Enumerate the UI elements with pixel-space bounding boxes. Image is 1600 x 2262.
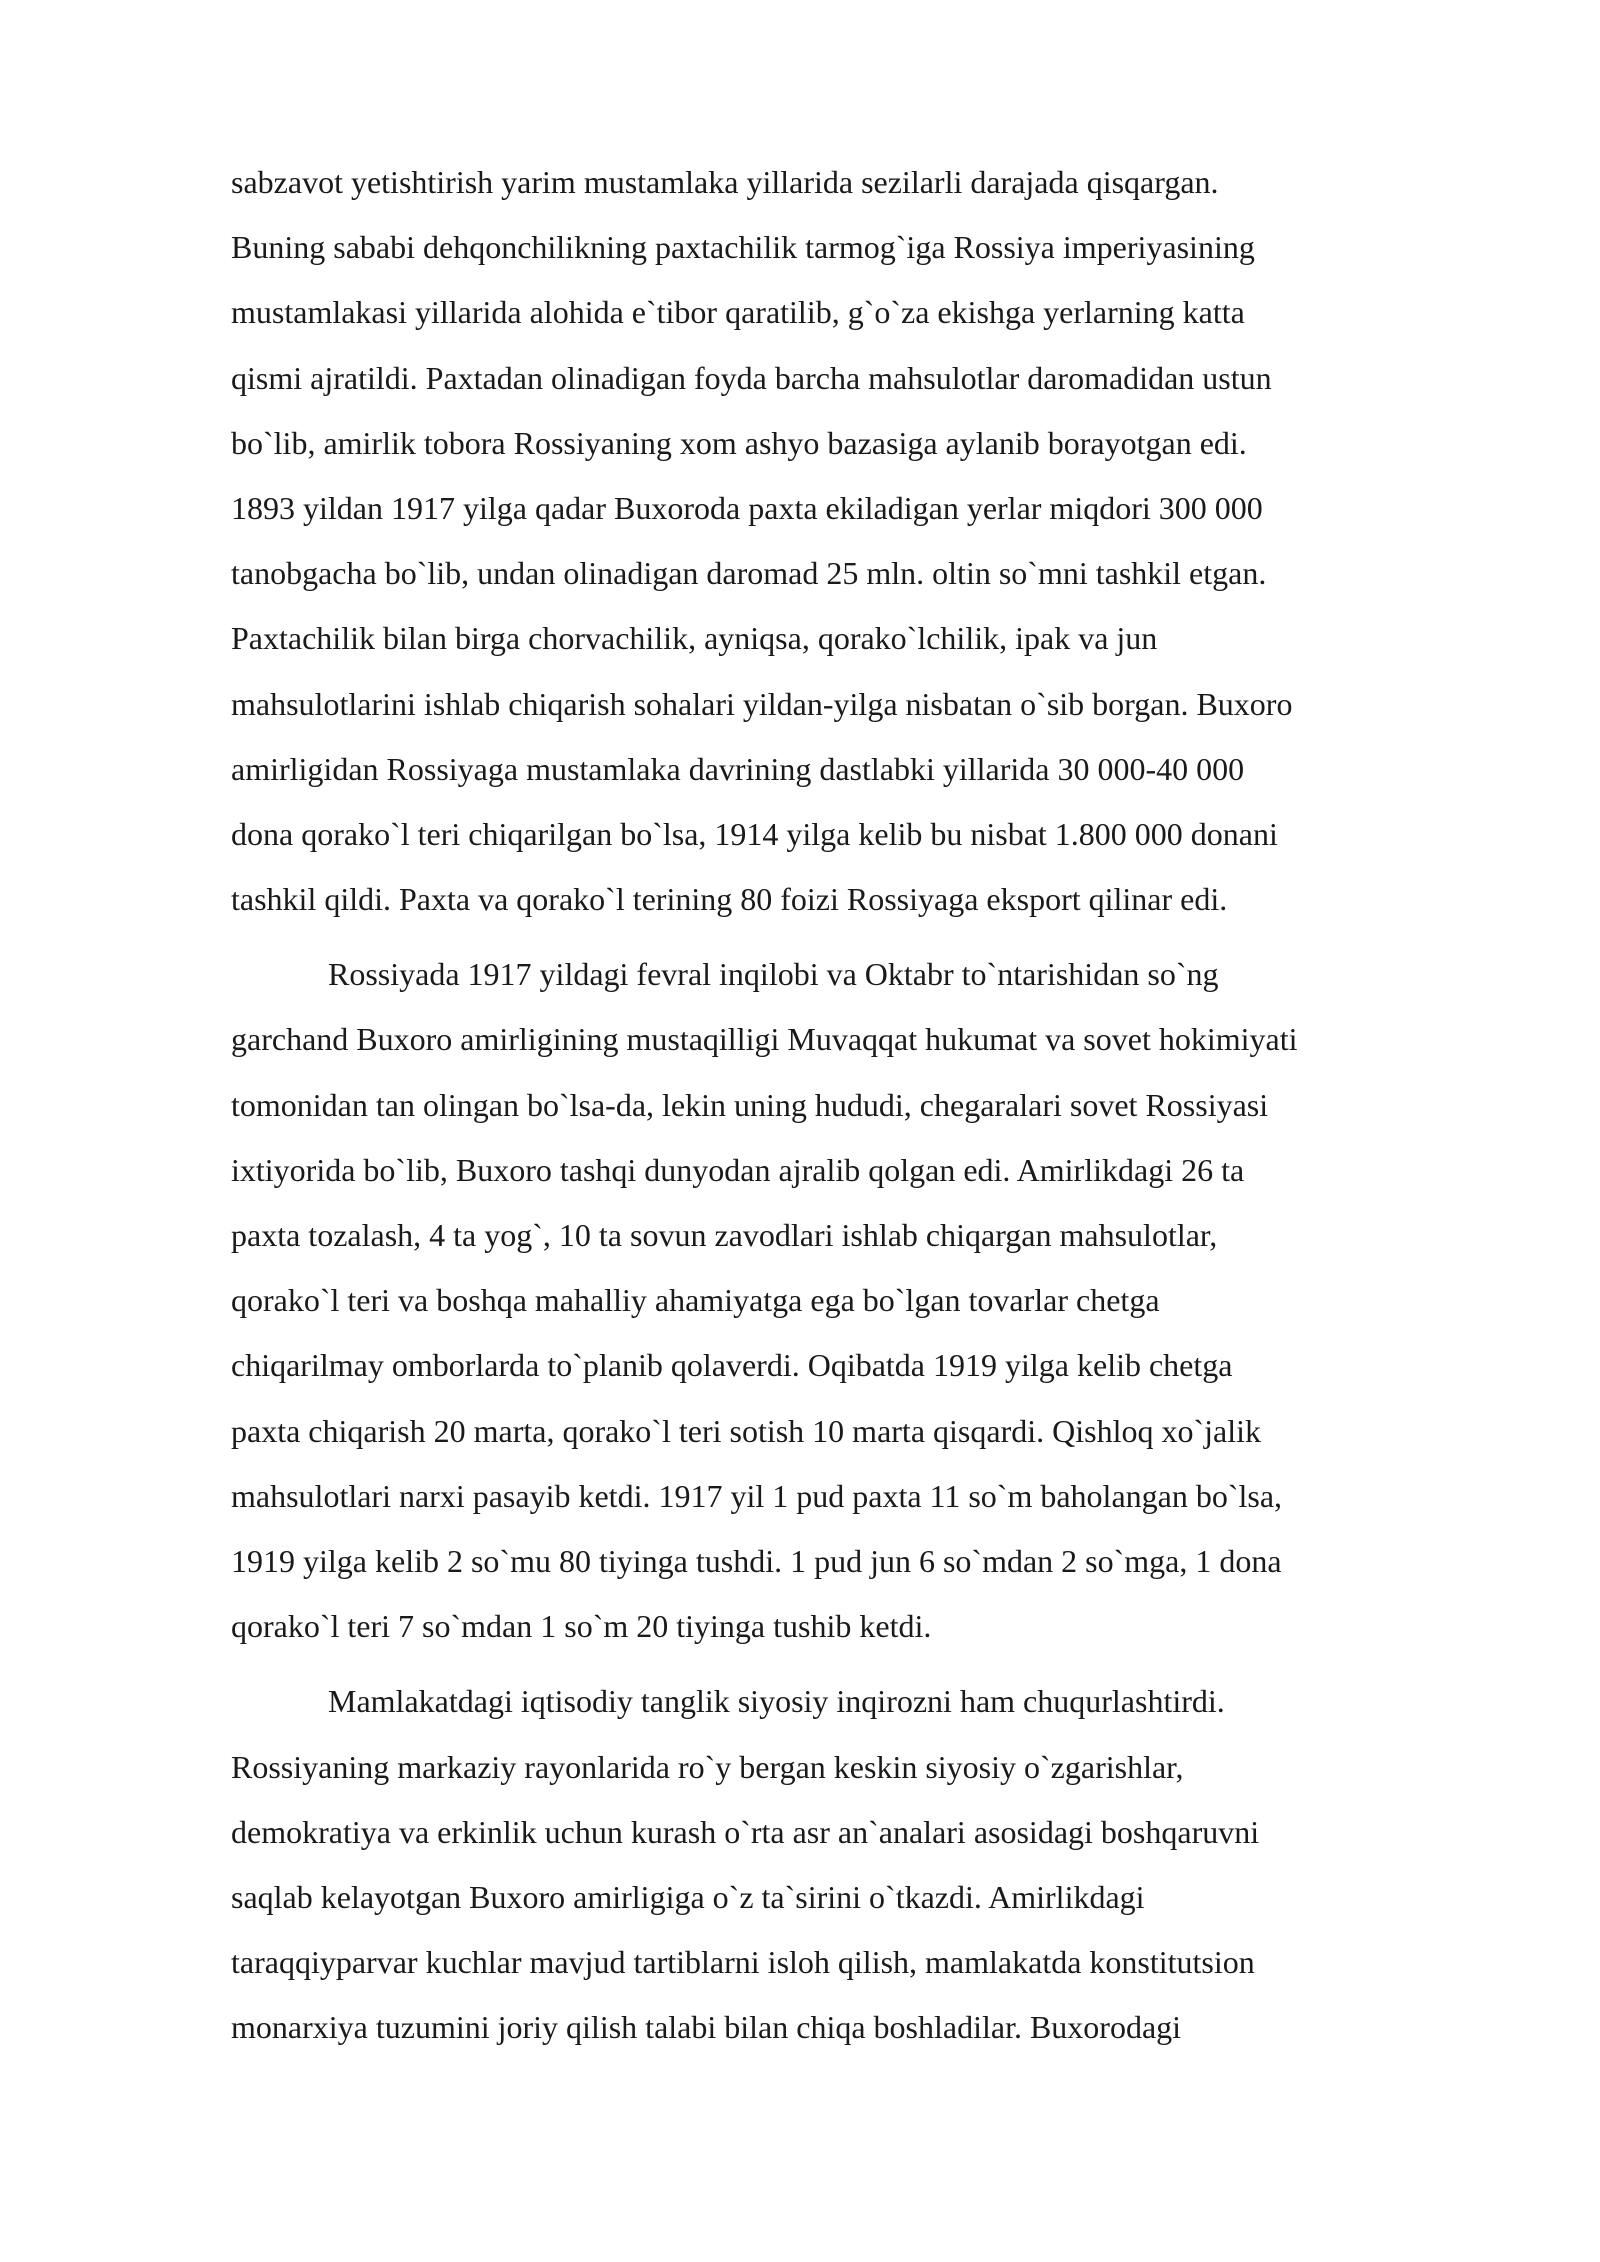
text-line-first: Mamlakatdagi iqtisodiy tanglik siyosiy inqirozni ham chuqurlashtirdi.: [328, 1683, 1225, 1720]
text-line: demokratiya va erkinlik uchun kurash o`rta asr an`analari asosidagi boshqaruvni: [231, 1813, 1260, 1850]
text-line: tanobgacha bo`lib, undan olinadigan daromad 25 mln. oltin so`mni tashkil etgan.: [231, 555, 1267, 592]
text-line: paxta chiqarish 20 marta, qorako`l teri sotish 10 marta qisqardi. Qishloq xo`jalik: [231, 1412, 1261, 1449]
text-line-first: Rossiyada 1917 yildagi fevral inqilobi va Oktabr to`ntarishidan so`ng: [328, 956, 1219, 993]
text-line: chiqarilmay omborlarda to`planib qolaverdi. Oqibatda 1919 yilga kelib chetga: [231, 1347, 1233, 1384]
text-line: 1893 yildan 1917 yilga qadar Buxoroda paxta ekiladigan yerlar miqdori 300 000: [231, 489, 1263, 526]
text-line: Buning sababi dehqonchilikning paxtachilik tarmog`iga Rossiya imperiyasining: [231, 229, 1255, 266]
paragraph-gap: [231, 932, 1511, 942]
text-line: qorako`l teri va boshqa mahalliy ahamiyatga ega bo`lgan tovarlar chetga: [231, 1282, 1160, 1319]
text-line: mahsulotlarini ishlab chiqarish sohalari yildan-yilga nisbatan o`sib borgan. Buxoro: [231, 685, 1293, 722]
text-line: ixtiyorida bo`lib, Buxoro tashqi dunyodan ajralib qolgan edi. Amirlikdagi 26 ta: [231, 1151, 1245, 1188]
text-line: Paxtachilik bilan birga chorvachilik, ayniqsa, qorako`lchilik, ipak va jun: [231, 620, 1158, 657]
text-line: monarxiya tuzumini joriy qilish talabi bilan chiqa boshladilar. Buxorodagi: [231, 2009, 1182, 2046]
text-line: tomonidan tan olingan bo`lsa-da, lekin uning hududi, chegaralari sovet Rossiyasi: [231, 1086, 1269, 1123]
text-line: bo`lib, amirlik tobora Rossiyaning xom ashyo bazasiga aylanib borayotgan edi.: [231, 424, 1247, 461]
text-line: qorako`l teri 7 so`mdan 1 so`m 20 tiyinga tushib ketdi.: [231, 1608, 932, 1645]
text-line: tashkil qildi. Paxta va qorako`l terining 80 foizi Rossiyaga eksport qilinar edi.: [231, 881, 1228, 918]
text-line: saqlab kelayotgan Buxoro amirligiga o`z ta`sirini o`tkazdi. Amirlikdagi: [231, 1878, 1145, 1915]
text-line: paxta tozalash, 4 ta yog`, 10 ta sovun zavodlari ishlab chiqargan mahsulotlar,: [231, 1217, 1218, 1253]
text-line: garchand Buxoro amirligining mustaqilligi Muvaqqat hukumat va sovet hokimiyati: [231, 1021, 1298, 1058]
paragraph-1: [231, 150, 1511, 932]
text-line: mahsulotlari narxi pasayib ketdi. 1917 yil 1 pud paxta 11 so`m baholangan bo`lsa,: [231, 1477, 1283, 1514]
text-line: Rossiyaning markaziy rayonlarida ro`y bergan keskin siyosiy o`zgarishlar,: [231, 1748, 1184, 1785]
paragraph-3: [231, 1669, 1511, 2060]
text-line: dona qorako`l teri chiqarilgan bo`lsa, 1914 yilga kelib bu nisbat 1.800 000 donani: [231, 815, 1278, 852]
paragraph-2: [231, 942, 1511, 1659]
text-line: taraqqiyparvar kuchlar mavjud tartiblarni isloh qilish, mamlakatda konstitutsion: [231, 1944, 1255, 1981]
document-body: [231, 150, 1511, 2060]
text-line: mustamlakasi yillarida alohida e`tibor qaratilib, g`o`za ekishga yerlarning katta: [231, 294, 1245, 331]
text-line: amirligidan Rossiyaga mustamlaka davrining dastlabki yillarida 30 000-40 000: [231, 750, 1245, 787]
text-line: 1919 yilga kelib 2 so`mu 80 tiyinga tushdi. 1 pud jun 6 so`mdan 2 so`mga, 1 dona: [231, 1542, 1282, 1579]
text-line: qismi ajratildi. Paxtadan olinadigan foyda barcha mahsulotlar daromadidan ustun: [231, 359, 1272, 396]
text-line: sabzavot yetishtirish yarim mustamlaka yillarida sezilarli darajada qisqargan.: [231, 164, 1219, 200]
paragraph-gap: [231, 1659, 1511, 1669]
